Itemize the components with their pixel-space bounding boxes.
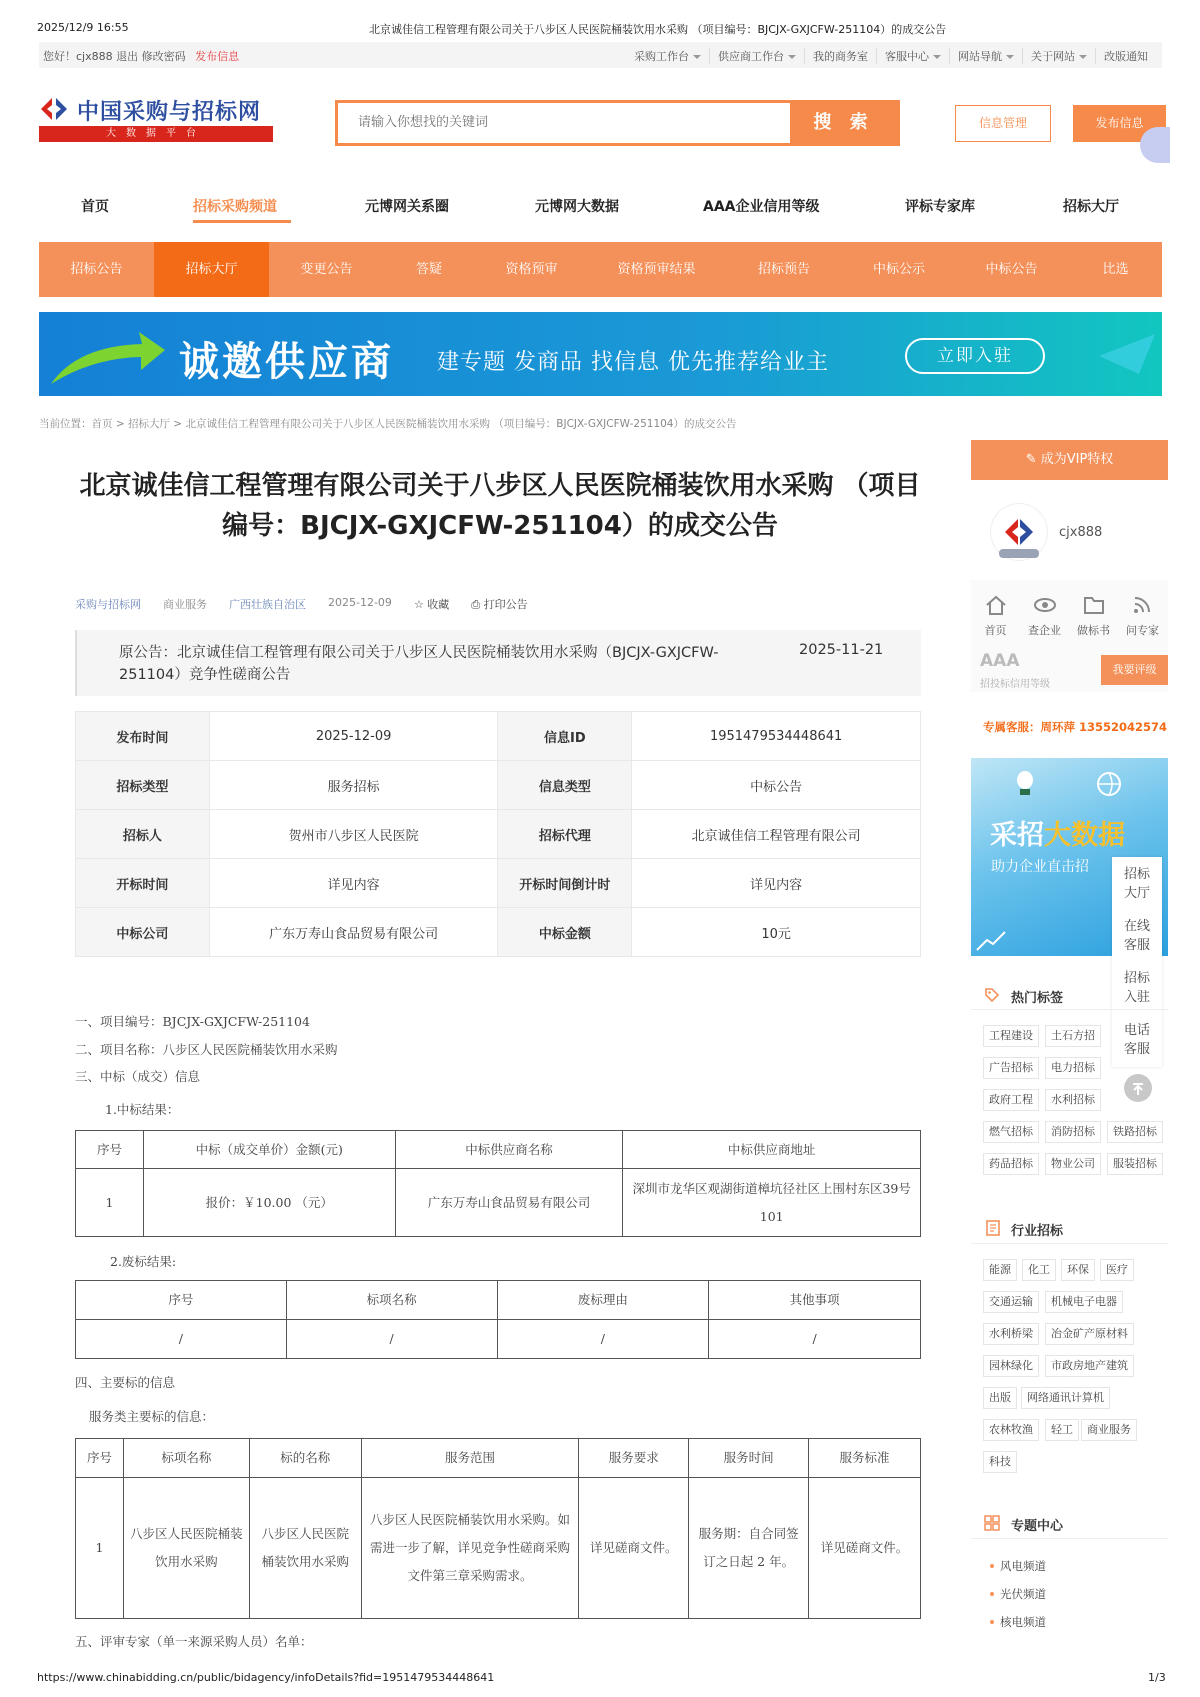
meta-date: 2025-12-09 (328, 596, 392, 609)
table-row (76, 712, 921, 761)
info-manage-button[interactable]: 信息管理 (955, 105, 1051, 142)
topic-item[interactable]: 光伏频道 (1000, 1587, 1046, 1601)
rate-me-button[interactable]: 我要评级 (1101, 655, 1168, 685)
chevron-down-icon (1079, 55, 1087, 59)
info-table (75, 711, 921, 957)
print-button[interactable]: ⎙ 打印公告 (471, 598, 528, 611)
chevron-down-icon (1006, 55, 1014, 59)
arrow-up-icon (1124, 1074, 1152, 1102)
publish-button[interactable]: 发布信息 (1073, 105, 1166, 142)
subnav-prequal[interactable]: 资格预审 (505, 262, 558, 277)
info-key: 招标代理 (498, 810, 632, 859)
subnav-preview[interactable]: 招标预告 (757, 262, 810, 277)
link-label: 供应商工作台 (718, 50, 784, 63)
hot-tags-title: 热门标签 (1011, 991, 1064, 1006)
info-key: 发布时间 (76, 712, 210, 761)
body-paragraph: 服务类主要标的信息： (89, 1409, 215, 1424)
table-row (76, 908, 921, 957)
sub-nav (39, 242, 1162, 297)
industry-title: 行业招标 (1011, 1224, 1064, 1239)
table-header: 标项名称 (123, 1439, 249, 1478)
home-icon (984, 594, 1008, 616)
table-header: 服务范围 (361, 1439, 579, 1478)
avatar[interactable] (991, 504, 1047, 560)
chevron-down-icon (933, 55, 941, 59)
meta-industry[interactable]: 商业服务 (163, 598, 207, 611)
table-cell: 1 (76, 1478, 124, 1619)
hot-tag[interactable]: 服装招标 (1107, 1153, 1163, 1175)
hot-tag[interactable]: 药品招标 (983, 1153, 1039, 1175)
original-notice-date: 2025-11-21 (799, 642, 884, 658)
eye-icon (1033, 594, 1057, 616)
table-header: 服务标准 (809, 1439, 921, 1478)
info-value: 详见内容 (632, 859, 921, 908)
info-value: 贺州市八步区人民医院 (209, 810, 498, 859)
meta-region-link[interactable]: 广西壮族自治区 (229, 598, 306, 611)
info-key: 开标时间倒计时 (498, 859, 632, 908)
table-cell: 八步区人民医院桶装饮用水采购 (123, 1478, 249, 1619)
void-result-table (75, 1280, 921, 1359)
subnav-prequal-result[interactable]: 资格预审结果 (617, 262, 696, 277)
table-row (76, 1439, 921, 1478)
nav-aaa-credit[interactable]: AAA企业信用等级 (703, 199, 820, 215)
username[interactable]: cjx888 (1059, 525, 1103, 540)
body-paragraph: 五、评审专家（单一来源采购人员）名单： (75, 1634, 313, 1649)
table-cell: 八步区人民医院桶装饮用水采购 (249, 1478, 361, 1619)
quick-link-home[interactable] (971, 580, 1020, 638)
industry-tag[interactable]: 冶金矿产原材料 (1045, 1323, 1134, 1345)
subnav-award-notice[interactable]: 中标公告 (985, 262, 1038, 277)
info-value: 2025-12-09 (209, 712, 498, 761)
bigdata-subtitle: 助力企业直击招 (991, 859, 1089, 875)
hot-tag[interactable]: 铁路招标 (1107, 1121, 1163, 1143)
table-cell: 1 (76, 1169, 144, 1237)
industry-tag[interactable]: 商业服务 (1081, 1419, 1137, 1441)
meta-category-link[interactable]: 采购与招标网 (75, 598, 141, 611)
hot-tag[interactable]: 广告招标 (983, 1057, 1039, 1079)
topbar-publish-link[interactable]: 发布信息 (195, 50, 240, 63)
info-value: 北京诚佳信工程管理有限公司 (632, 810, 921, 859)
main-nav (39, 190, 1162, 222)
table-cell: 广东万寿山食品贸易有限公司 (395, 1169, 623, 1237)
info-value: 详见内容 (209, 859, 498, 908)
site-logo[interactable] (39, 96, 273, 146)
subject-info-table (75, 1438, 921, 1619)
link-label: 客服中心 (885, 50, 929, 63)
table-header: 服务时间 (689, 1439, 809, 1478)
subnav-qa[interactable]: 答疑 (415, 262, 442, 277)
tag-icon (984, 987, 1000, 1003)
nav-bigdata[interactable]: 元博网大数据 (535, 199, 619, 215)
quick-link-label: 做标书 (1077, 624, 1110, 637)
nav-expert-db[interactable]: 评标专家库 (905, 199, 975, 215)
topbar-link-redesign-notice[interactable]: 改版通知 (1095, 48, 1156, 64)
industry-tag[interactable]: 轻工 (1045, 1419, 1079, 1441)
link-label: 采购工作台 (634, 50, 689, 63)
table-header: 中标供应商名称 (395, 1131, 623, 1169)
bulb-icon (1015, 770, 1035, 798)
banner-subtitle: 建专题 发商品 找信息 优先推荐给业主 (437, 350, 829, 375)
bigdata-title-a: 采招 (990, 820, 1044, 851)
user-greeting[interactable]: 您好！cjx888 退出 修改密码 (43, 50, 186, 63)
hot-tag[interactable]: 物业公司 (1045, 1153, 1101, 1175)
hot-tag[interactable]: 电力招标 (1045, 1057, 1101, 1079)
folder-icon (1082, 594, 1106, 616)
info-key: 招标类型 (76, 761, 210, 810)
table-row (76, 1131, 921, 1169)
subnav-bid-hall[interactable]: 招标大厅 (154, 242, 269, 297)
quick-link-company[interactable] (1020, 580, 1069, 638)
nav-circle[interactable]: 元博网关系圈 (365, 199, 449, 215)
body-paragraph: 1.中标结果： (105, 1102, 180, 1117)
arrow-icon (47, 326, 167, 388)
table-header: 标项名称 (286, 1281, 497, 1320)
table-row (76, 761, 921, 810)
vip-label: 成为VIP特权 (1040, 452, 1114, 467)
info-value: 服务招标 (209, 761, 498, 810)
logo-mark-icon (39, 96, 69, 122)
industry-tag[interactable]: 能源 (983, 1259, 1017, 1281)
industry-tag[interactable]: 交通运输 (983, 1291, 1039, 1313)
award-result-table (75, 1130, 921, 1237)
side-float-tab[interactable] (1140, 127, 1170, 163)
float-phone-service[interactable]: 电话客服 (1124, 1023, 1151, 1057)
table-header: 中标（成交单价）金额(元) (143, 1131, 395, 1169)
hot-tag[interactable]: 政府工程 (983, 1089, 1039, 1111)
divider (971, 1009, 1168, 1010)
quick-links (971, 580, 1168, 648)
industry-tag[interactable]: 科技 (983, 1451, 1017, 1473)
body-paragraph: 一、项目编号：BJCJX-GXJCFW-251104 (75, 1014, 310, 1029)
dedicated-service: 专属客服：周环萍 13552042574 (983, 720, 1168, 734)
table-cell: 详见磋商文件。 (809, 1478, 921, 1619)
divider (971, 1538, 1168, 1539)
link-label: 关于网站 (1031, 50, 1075, 63)
table-cell: 深圳市龙华区观湖街道樟坑径社区上围村东区39号101 (623, 1169, 921, 1237)
table-row (76, 810, 921, 859)
original-notice-box[interactable] (75, 630, 921, 696)
table-header: 序号 (76, 1131, 144, 1169)
table-header: 序号 (76, 1281, 287, 1320)
back-to-top-button[interactable] (1124, 1074, 1152, 1102)
topbar-link-about[interactable] (1022, 48, 1095, 64)
body-paragraph: 2.废标结果: (110, 1254, 177, 1269)
subnav-comparison[interactable]: 比选 (1102, 262, 1129, 277)
table-header: 标的名称 (249, 1439, 361, 1478)
table-cell: / (709, 1320, 921, 1359)
industry-tag[interactable]: 化工 (1022, 1259, 1056, 1281)
industry-tag[interactable]: 市政房地产建筑 (1045, 1355, 1134, 1377)
table-cell: 详见磋商文件。 (579, 1478, 689, 1619)
chevron-down-icon (788, 55, 796, 59)
subnav-bid-notice[interactable]: 招标公告 (70, 262, 123, 277)
nav-bidding-channel[interactable]: 招标采购频道 (193, 199, 277, 215)
quick-link-label: 问专家 (1126, 624, 1159, 637)
table-header: 废标理由 (497, 1281, 709, 1320)
topbar-link-site-nav[interactable] (949, 48, 1022, 64)
body-paragraph: 二、项目名称：八步区人民医院桶装饮用水采购 (75, 1042, 338, 1057)
banner-join-button[interactable]: 立即入驻 (905, 338, 1045, 374)
page-title: 北京诚佳信工程管理有限公司关于八步区人民医院桶装饮用水采购 （项目编号：BJCJX-GXJCFW-251104）的成交公告 (79, 471, 921, 541)
table-header: 服务要求 (579, 1439, 689, 1478)
original-notice-text[interactable]: 原公告：北京诚佳信工程管理有限公司关于八步区人民医院桶装饮用水采购（BJCJX-GXJCFW-251104）竞争性磋商公告 (119, 645, 719, 683)
rss-icon (1131, 594, 1155, 616)
info-value: 10元 (632, 908, 921, 957)
body-paragraph: 四、主要标的信息 (75, 1375, 176, 1390)
industry-tag[interactable]: 出版 (983, 1387, 1017, 1409)
topic-item[interactable]: 风电频道 (1000, 1559, 1046, 1573)
document-icon (986, 1220, 1000, 1236)
table-header: 中标供应商地址 (623, 1131, 921, 1169)
hot-tag[interactable]: 土石方招 (1045, 1025, 1101, 1047)
table-row (76, 859, 921, 908)
grid-icon (984, 1515, 1000, 1531)
nav-bid-hall[interactable]: 招标大厅 (1063, 199, 1119, 215)
topic-item[interactable]: 核电频道 (1000, 1615, 1046, 1629)
bigdata-title-b: 大数据 (1044, 820, 1125, 851)
info-key: 信息类型 (498, 761, 632, 810)
info-key: 开标时间 (76, 859, 210, 908)
nav-active-underline (193, 220, 291, 223)
logo-name: 中国采购与招标网 (77, 100, 262, 125)
hot-tag[interactable]: 燃气招标 (983, 1121, 1039, 1143)
search-input[interactable] (338, 103, 790, 143)
link-label: 网站导航 (958, 50, 1002, 63)
print-url: https://www.chinabidding.cn/public/bidagency/infoDetails?fid=1951479534448641 (37, 1671, 495, 1684)
table-row (76, 1281, 921, 1320)
table-row (76, 1320, 921, 1359)
quick-link-expert[interactable] (1118, 580, 1167, 638)
breadcrumb: 当前位置：首页 > 招标大厅 > 北京诚佳信工程管理有限公司关于八步区人民医院桶装饮用水采购 （项目编号：BJCJX-GXJCFW-251104）的成交公告 (39, 418, 737, 430)
subnav-award-publicity[interactable]: 中标公示 (872, 262, 925, 277)
article-meta (75, 596, 550, 612)
industry-tag[interactable]: 园林绿化 (983, 1355, 1039, 1377)
table-cell: / (76, 1320, 287, 1359)
float-toolbar (1112, 857, 1162, 1067)
trend-icon (975, 928, 1007, 952)
search-box (335, 100, 900, 146)
globe-icon (1095, 770, 1123, 798)
print-page: 1/3 (1148, 1671, 1166, 1684)
favorite-button[interactable]: ☆ 收藏 (413, 598, 450, 611)
industry-tag[interactable]: 网络通讯计算机 (1021, 1387, 1110, 1409)
hot-tag[interactable]: 工程建设 (983, 1025, 1039, 1047)
top-bar (39, 42, 1162, 68)
info-value: 中标公告 (632, 761, 921, 810)
table-row (76, 1478, 921, 1619)
print-datetime: 2025/12/9 16:55 (37, 21, 129, 34)
topbar-link-business-room[interactable]: 我的商务室 (804, 48, 876, 64)
industry-tag[interactable]: 机械电子电器 (1045, 1291, 1123, 1313)
hot-tag[interactable]: 水利招标 (1045, 1089, 1101, 1111)
table-cell: 报价：￥10.00 （元） (143, 1169, 395, 1237)
become-vip-button[interactable] (971, 440, 1168, 480)
info-value: 广东万寿山食品贸易有限公司 (209, 908, 498, 957)
hot-tag[interactable]: 消防招标 (1045, 1121, 1101, 1143)
credit-rating-box (971, 648, 1168, 692)
table-header: 序号 (76, 1439, 124, 1478)
subnav-change-notice[interactable]: 变更公告 (300, 262, 353, 277)
industry-tag[interactable]: 环保 (1061, 1259, 1095, 1281)
nav-home[interactable]: 首页 (81, 199, 109, 215)
bigdata-title (990, 813, 1125, 852)
table-header: 其他事项 (709, 1281, 921, 1320)
credit-grade: AAA (980, 651, 1020, 671)
info-key: 招标人 (76, 810, 210, 859)
info-key: 中标金额 (498, 908, 632, 957)
table-cell: 服务期：自合同签订之日起 2 年。 (689, 1478, 809, 1619)
topbar-link-supplier-workbench[interactable] (709, 48, 804, 64)
quick-link-label: 查企业 (1028, 624, 1061, 637)
float-bid-hall[interactable]: 招标大厅 (1124, 867, 1151, 901)
topbar-link-purchase-workbench[interactable] (626, 48, 709, 64)
info-value: 1951479534448641 (632, 712, 921, 761)
print-title: 北京诚佳信工程管理有限公司关于八步区人民医院桶装饮用水采购 （项目编号：BJCJX-GXJCFW-251104）的成交公告 (369, 23, 947, 36)
quick-link-bid-doc[interactable] (1069, 580, 1118, 638)
info-key: 信息ID (498, 712, 632, 761)
industry-tag[interactable]: 医疗 (1100, 1259, 1134, 1281)
topic-center-title: 专题中心 (1011, 1519, 1064, 1534)
logo-tagline: 大数据平台 (39, 126, 273, 142)
quick-link-label: 首页 (984, 624, 1007, 637)
industry-tag[interactable]: 农林牧渔 (983, 1419, 1039, 1441)
topbar-link-service-center[interactable] (876, 48, 949, 64)
table-cell: / (286, 1320, 497, 1359)
float-join[interactable]: 招标入驻 (1124, 971, 1151, 1005)
banner-title: 诚邀供应商 (179, 339, 394, 385)
industry-tag[interactable]: 水利桥梁 (983, 1323, 1039, 1345)
paper-plane-icon (1099, 334, 1155, 374)
table-row (76, 1169, 921, 1237)
table-cell: 八步区人民医院桶装饮用水采购。如需进一步了解，详见竞争性磋商采购文件第三章采购需求。 (361, 1478, 579, 1619)
credit-label: 招投标信用等级 (980, 679, 1050, 690)
chevron-down-icon (693, 55, 701, 59)
table-cell: / (497, 1320, 709, 1359)
user-logo-icon (991, 504, 1047, 560)
float-online-service[interactable]: 在线客服 (1124, 919, 1151, 953)
body-paragraph: 三、中标（成交）信息 (75, 1069, 201, 1084)
divider (971, 1243, 1168, 1244)
edit-icon: ✎ (1025, 452, 1041, 467)
info-key: 中标公司 (76, 908, 210, 957)
search-button[interactable]: 搜 索 (790, 103, 897, 143)
supplier-banner[interactable] (39, 312, 1162, 396)
